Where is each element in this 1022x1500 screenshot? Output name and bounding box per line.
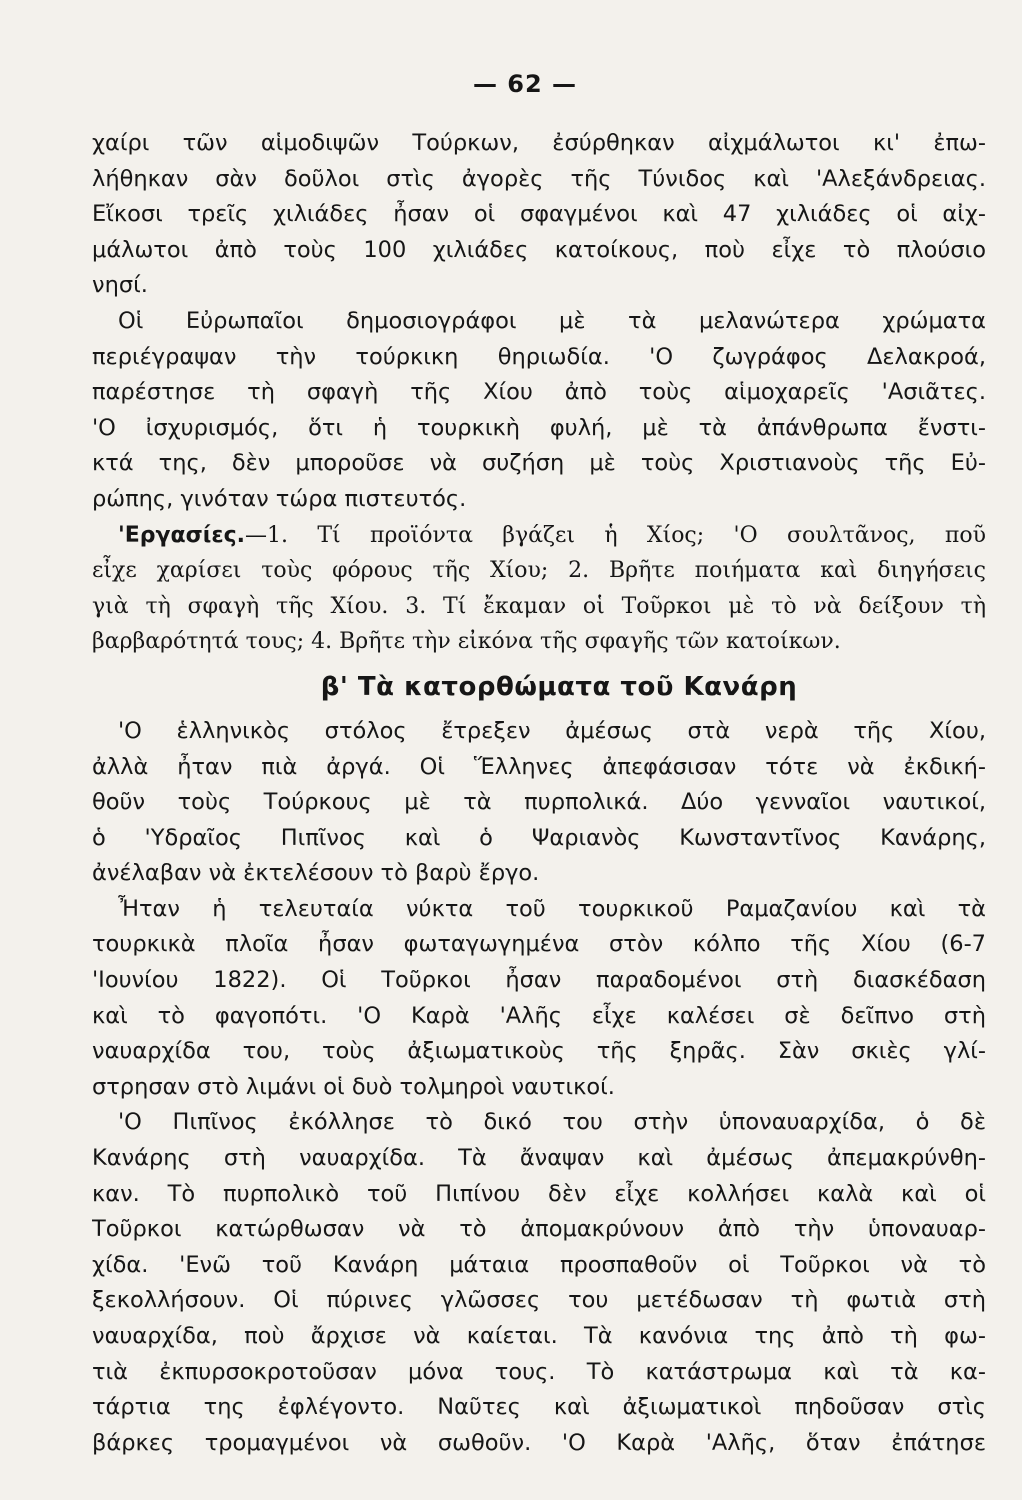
text-line: νησί. bbox=[92, 272, 148, 299]
text-line: κτά της, δὲν μποροῦσε νὰ συζήση μὲ τοὺς Χριστιανοὺς τῆς Εὐ- bbox=[92, 450, 986, 477]
text-line: στρησαν στὸ λιμάνι οἱ δυὸ τολμηροὶ ναυτικοί. bbox=[92, 1073, 615, 1100]
text-line: ὁ 'Υδραῖος Πιπῖνος καὶ ὁ Ψαριανὸς Κωνσταντῖνος Κανάρης, bbox=[92, 824, 986, 851]
text-line: περιέγραψαν τὴν τούρκικη θηριωδία. 'Ο ζωγράφος Δελακροά, bbox=[92, 343, 986, 370]
body-text bbox=[92, 126, 986, 1461]
text-line: λήθηκαν σὰν δοῦλοι στὶς ἀγορὲς τῆς Τύνιδος καὶ 'Αλεξάνδρειας. bbox=[92, 165, 986, 192]
text-line: καὶ τὸ φαγοπότι. 'Ο Καρὰ 'Αλῆς εἶχε καλέσει σὲ δεῖπνο στὴ bbox=[92, 1002, 986, 1029]
text-line: 'Ιουνίου 1822). Οἱ Τοῦρκοι ἦσαν παραδομένοι στὴ διασκέδαση bbox=[92, 967, 986, 994]
text-line: μάλωτοι ἀπὸ τοὺς 100 χιλιάδες κατοίκους, ποὺ εἶχε τὸ πλούσιο bbox=[92, 236, 986, 263]
paragraph-4 bbox=[92, 892, 986, 1106]
paragraph-5 bbox=[92, 1105, 986, 1461]
text-line: ἀλλὰ ἦταν πιὰ ἀργά. Οἱ Ἕλληνες ἀπεφάσισαν τότε νὰ ἐκδική- bbox=[92, 753, 986, 780]
exercises-line: βαρβαρότητά τους; 4. Βρῆτε τὴν εἰκόνα τῆς σφαγῆς τῶν κατοίκων. bbox=[92, 629, 841, 655]
exercises-text: —1. Τί προϊόντα βγάζει ἡ Χίος; 'Ο σουλτᾶνος, ποῦ bbox=[244, 522, 986, 548]
text-line: ξεκολλήσουν. Οἱ πύρινες γλῶσσες του μετέδωσαν τὴ φωτιὰ στὴ bbox=[92, 1287, 986, 1314]
exercises-line: εἶχε χαρίσει τοὺς φόρους τῆς Χίου; 2. Βρῆτε ποιήματα καὶ διηγήσεις bbox=[92, 558, 986, 584]
exercises-line: γιὰ τὴ σφαγὴ τῆς Χίου. 3. Τί ἔκαμαν οἱ Τοῦρκοι μὲ τὸ νὰ δείξουν τὴ bbox=[92, 593, 986, 619]
paragraph-2 bbox=[92, 304, 986, 518]
text-line: ἀνέλαβαν νὰ ἐκτελέσουν τὸ βαρὺ ἔργο. bbox=[92, 860, 540, 887]
text-line: ρώπης, γινόταν τώρα πιστευτός. bbox=[92, 485, 467, 512]
text-line: Ἦταν ἡ τελευταία νύκτα τοῦ τουρκικοῦ Ραμαζανίου καὶ τὰ bbox=[118, 895, 986, 922]
exercises bbox=[92, 518, 986, 660]
text-line: 'Ο ἑλληνικὸς στόλος ἔτρεξεν ἀμέσως στὰ νερὰ τῆς Χίου, bbox=[118, 717, 986, 744]
text-line: τιὰ ἐκπυρσοκροτοῦσαν μόνα τους. Τὸ κατάστρωμα καὶ τὰ κα- bbox=[92, 1358, 986, 1385]
text-line: Κανάρης στὴ ναυαρχίδα. Τὰ ἄναψαν καὶ ἀμέσως ἀπεμακρύνθη- bbox=[92, 1145, 986, 1172]
text-line: θοῦν τοὺς Τούρκους μὲ τὰ πυρπολικά. Δύο γενναῖοι ναυτικοί, bbox=[92, 789, 986, 816]
text-line: χαίρι τῶν αἱμοδιψῶν Τούρκων, ἐσύρθηκαν αἰχμάλωτοι κι' ἐπω- bbox=[92, 130, 986, 156]
text-line: παρέστησε τὴ σφαγὴ τῆς Χίου ἀπὸ τοὺς αἱμοχαρεῖς 'Ασιᾶτες. bbox=[92, 379, 986, 406]
text-line: Τοῦρκοι κατώρθωσαν νὰ τὸ ἀπομακρύνουν ἀπὸ τὴν ὑποναυαρ- bbox=[92, 1216, 986, 1243]
text-line: τάρτια της ἐφλέγοντο. Ναῦτες καὶ ἀξιωματικοὶ πηδοῦσαν στὶς bbox=[92, 1394, 986, 1421]
text-line: 'Ο ἰσχυρισμός, ὅτι ἡ τουρκικὴ φυλή, μὲ τὰ ἀπάνθρωπα ἔνστι- bbox=[92, 414, 986, 441]
text-line: 'Ο Πιπῖνος ἐκόλλησε τὸ δικό του στὴν ὑποναυαρχίδα, ὁ δὲ bbox=[118, 1109, 986, 1136]
text-line: Εἴκοσι τρεῖς χιλιάδες ἦσαν οἱ σφαγμένοι καὶ 47 χιλιάδες οἱ αἰχ- bbox=[92, 201, 986, 228]
exercises-line bbox=[92, 518, 986, 554]
text-line: Οἱ Εὐρωπαῖοι δημοσιογράφοι μὲ τὰ μελανώτερα χρώματα bbox=[118, 307, 986, 334]
text-line: βάρκες τρομαγμένοι νὰ σωθοῦν. 'Ο Καρὰ 'Αλῆς, ὅταν ἐπάτησε bbox=[92, 1429, 986, 1456]
text-line: τουρκικὰ πλοῖα ἦσαν φωταγωγημένα στὸν κόλπο τῆς Χίου (6-7 bbox=[92, 931, 986, 958]
page-number: — 62 — bbox=[472, 70, 578, 98]
section-heading: β' Τὰ κατορθώματα τοῦ Κανάρη bbox=[320, 671, 798, 702]
text-line: ναυαρχίδα, ποὺ ἄρχισε νὰ καίεται. Τὰ κανόνια της ἀπὸ τὴ φω- bbox=[92, 1323, 986, 1349]
paragraph-3 bbox=[92, 714, 986, 892]
text-line: καν. Τὸ πυρπολικὸ τοῦ Πιπίνου δὲν εἶχε κολλήσει καλὰ καὶ οἱ bbox=[92, 1180, 986, 1207]
exercises-label: 'Εργασίες. bbox=[118, 522, 245, 548]
text-line: ναυαρχίδα του, τοὺς ἀξιωματικοὺς τῆς ξηρᾶς. Σὰν σκιὲς γλί- bbox=[92, 1038, 986, 1065]
text-line: χίδα. 'Ενῶ τοῦ Κανάρη μάταια προσπαθοῦν οἱ Τοῦρκοι νὰ τὸ bbox=[92, 1251, 986, 1278]
paragraph-1 bbox=[92, 126, 986, 304]
